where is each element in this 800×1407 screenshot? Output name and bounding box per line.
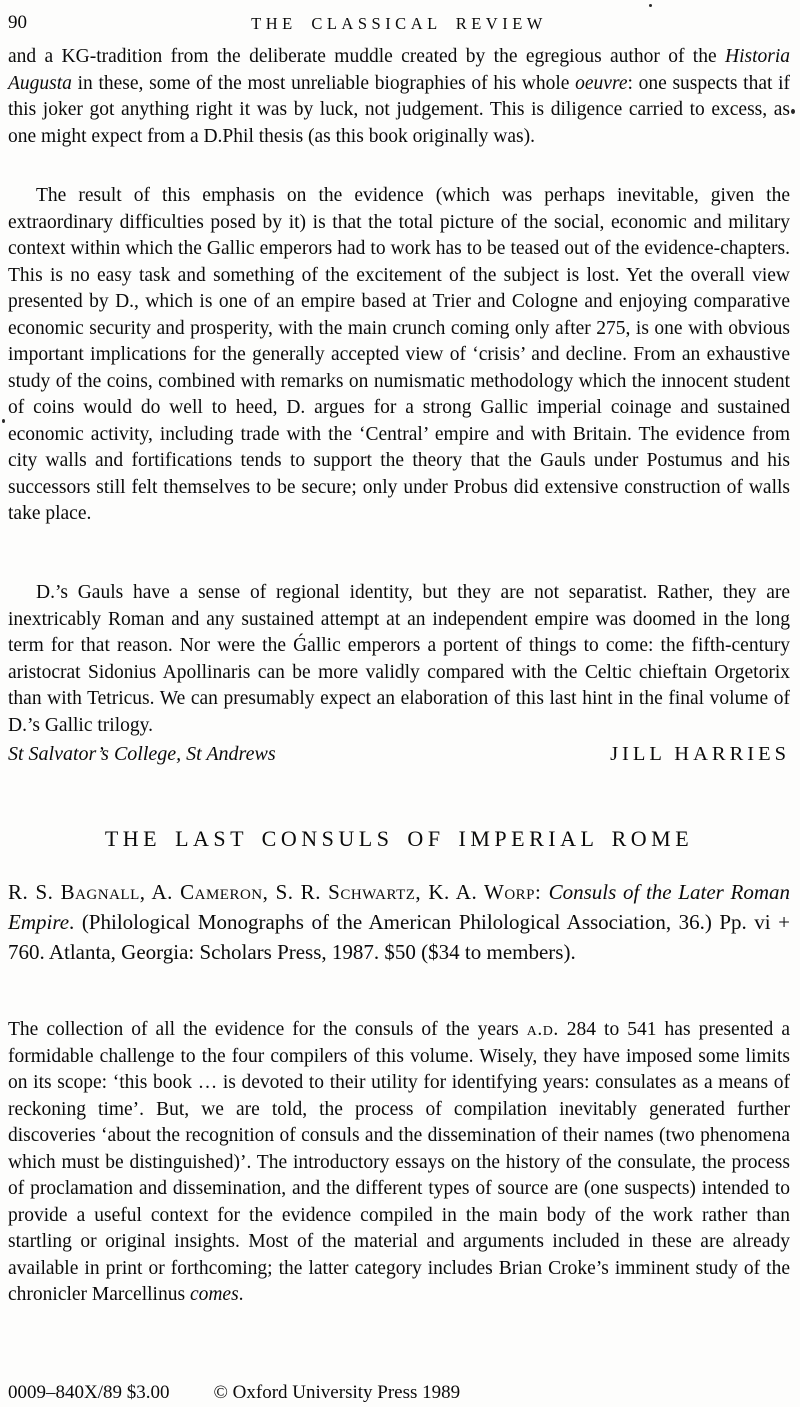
book-citation: R. S. Bagnall, A. Cameron, S. R. Schwartz, K. A. Worp: Consuls of the Later Roman Empire. (Philological Monographs of the American Philological Association, 36.) Pp. vi + 760. Atlanta, Georgia: Scholars Press, 1987. $50 ($34 to members). <box>8 880 791 964</box>
review-gallic-paragraph-3: D.’s Gauls have a sense of regional identity, but they are not separatist. Rather, they are inextricably Roman and any sustained attempt at an independent empire was doomed in the long term for that reason. Nor were the Ǵallic emperors a portent of things to come: the fifth-century aristocrat Sidonius Apollinaris can be more validly compared with the Celtic chieftain Orgetorix than with Tetricus. We can presumably expect an elaboration of this last hint in the final volume of D.’s Gallic trilogy. <box>8 582 790 736</box>
scan-artifact <box>649 4 652 7</box>
page-number: 90 <box>8 12 27 33</box>
reviewer-name: JILL HARRIES <box>610 743 790 765</box>
imprint-line <box>8 1381 790 1405</box>
review-gallic-paragraph-1: and a KG-tradition from the deliberate muddle created by the egregious author of the Historia Augusta in these, some of the most unreliable biographies of his whole oeuvre: one suspects that if this joker got anything right it was by luck, not judgement. This is diligence carried to excess, as one might expect from a D.Phil thesis (as this book originally was). <box>8 46 791 147</box>
review-consuls-paragraph-1: The collection of all the evidence for the consuls of the years a.d. 284 to 541 has presented a formidable challenge to the four compilers of this volume. Wisely, they have imposed some limits on its scope: ‘this book … is devoted to their utility for identifying years: consulates as a means of reckoning time’. But, we are told, the process of compilation inevitably generated further discoveries ‘about the recognition of consuls and the dissemination of their names (two phenomena which must be distinguished)’. The introductory essays on the history of the consulate, the process of proclamation and dissemination, and the different types of source are (one suspects) intended to provide a useful context for the evidence compiled in the main body of the work rather than startling or original insights. Most of the material and arguments included in these are already available in print or forthcoming; the latter category includes Brian Croke’s imminent study of the chronicler Marcellinus comes. <box>8 1019 790 1305</box>
scan-artifact <box>2 419 5 423</box>
journal-title: THE CLASSICAL REVIEW <box>251 14 547 33</box>
running-head <box>8 12 790 38</box>
review-signature <box>8 741 790 768</box>
scan-artifact <box>791 109 795 114</box>
review-gallic-paragraph-2: The result of this emphasis on the evidence (which was perhaps inevitable, given the extraordinary difficulties posed by it) is that the total picture of the social, economic and military context within which the Gallic emperors had to work has to be teased out of the evidence-chapters. This is no easy task and something of the excitement of the subject is lost. Yet the overall view presented by D., which is one of an empire based at Trier and Cologne and enjoying comparative economic security and prosperity, with the main crunch coming only after 275, is one with obvious important implications for the generally accepted view of ‘crisis’ and decline. From an exhaustive study of the coins, combined with remarks on numismatic methodology which the innocent student of coins would do well to heed, D. argues for a strong Gallic imperial coinage and sustained economic activity, including trade with the ‘Central’ empire and with Britain. The evidence from city walls and fortifications tends to support the theory that the Gauls under Postumus and his successors still felt themselves to be secure; only under Probus did extensive construction of walls take place. <box>8 185 790 524</box>
issn-price: 0009–840X/89 $3.00 <box>8 1382 170 1403</box>
copyright-notice: © Oxford University Press 1989 <box>213 1382 461 1403</box>
article-heading: THE LAST CONSULS OF IMPERIAL ROME <box>104 826 694 851</box>
reviewer-affiliation: St Salvator’s College, St Andrews <box>8 743 276 765</box>
